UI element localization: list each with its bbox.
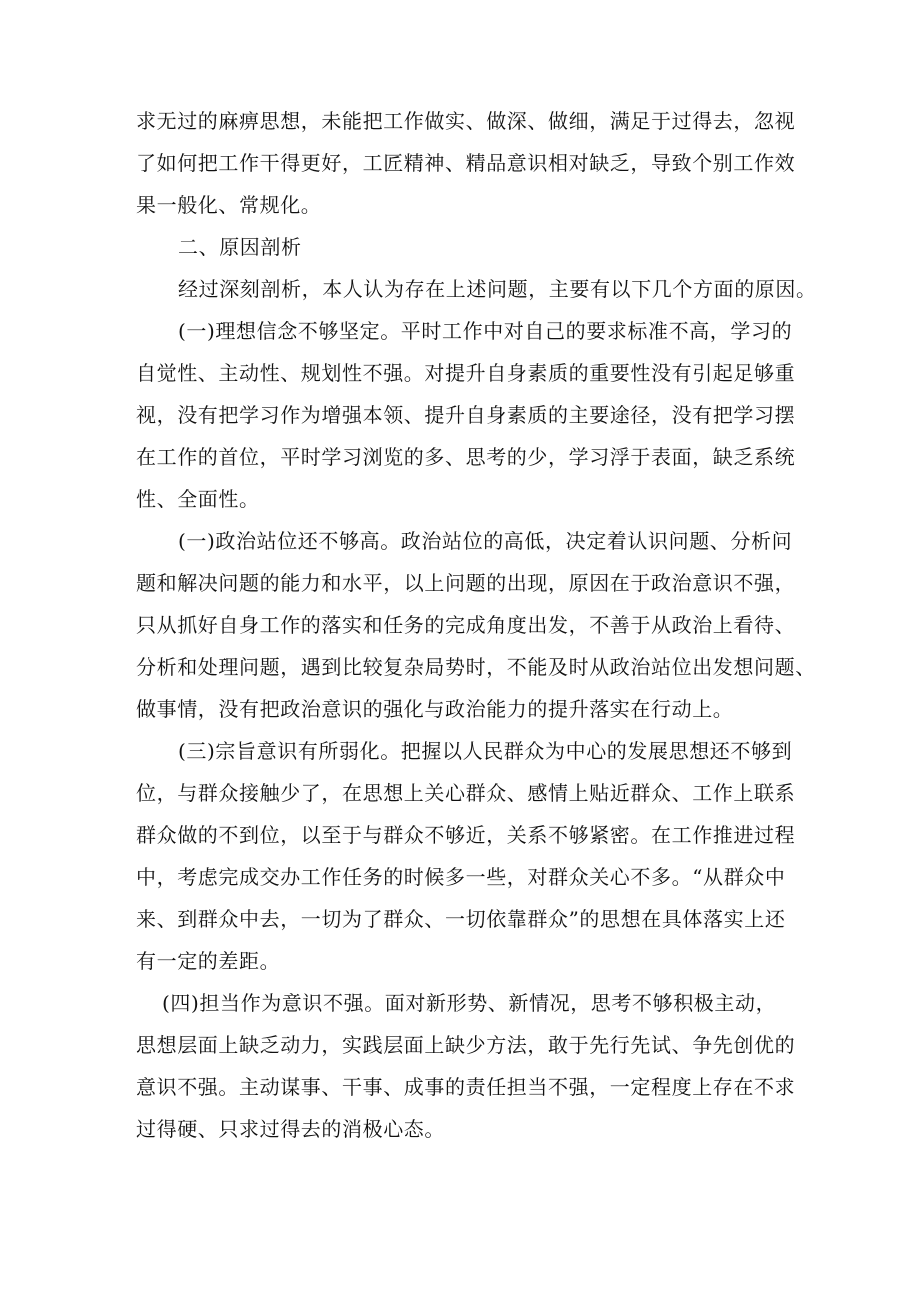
- text-line: 意识不强。主动谋事、干事、成事的责任担当不强，一定程度上存在不求: [136, 1075, 796, 1099]
- text-line: (四)担当作为意识不强。面对新形势、新情况，思考不够积极主动，: [162, 991, 777, 1015]
- text-line: 经过深刻剖析，本人认为存在上述问题，主要有以下几个方面的原因。: [178, 277, 817, 301]
- text-line: 果一般化、常规化。: [136, 193, 322, 217]
- text-line: 做事情，没有把政治意识的强化与政治能力的提升落实在行动上。: [136, 697, 734, 721]
- text-line: 过得硬、只求过得去的消极心态。: [136, 1117, 445, 1141]
- text-line: 在工作的首位，平时学习浏览的多、思考的少，学习浮于表面，缺乏系统: [136, 445, 796, 469]
- text-line: 群众做的不到位，以至于与群众不够近，关系不够紧密。在工作推进过程: [136, 823, 796, 847]
- text-line: 性、全面性。: [136, 487, 260, 511]
- text-line: 自觉性、主动性、规划性不强。对提升自身素质的重要性没有引起足够重: [136, 361, 796, 385]
- text-line: 来、到群众中去，一切为了群众、一切依靠群众”的思想在具体落实上还: [136, 907, 786, 931]
- text-line: 中，考虑完成交办工作任务的时候多一些，对群众关心不多。“从群众中: [136, 865, 786, 889]
- text-line: 有一定的差距。: [136, 949, 281, 973]
- text-line: 求无过的麻痹思想，未能把工作做实、做深、做细，满足于过得去，忽视: [136, 109, 796, 133]
- section-heading: 二、原因剖析: [178, 235, 302, 259]
- text-line: 思想层面上缺乏动力，实践层面上缺少方法，敢于先行先试、争先创优的: [136, 1033, 796, 1057]
- text-line: 了如何把工作干得更好，工匠精神、精品意识相对缺乏，导致个别工作效: [136, 151, 796, 175]
- text-line: 只从抓好自身工作的落实和任务的完成角度出发，不善于从政治上看待、: [136, 613, 796, 637]
- text-line: (三)宗旨意识有所弱化。把握以人民群众为中心的发展思想还不够到: [178, 739, 793, 763]
- text-line: (一)理想信念不够坚定。平时工作中对自己的要求标准不高，学习的: [178, 319, 793, 343]
- text-line: 题和解决问题的能力和水平，以上问题的出现，原因在于政治意识不强，: [136, 571, 796, 595]
- text-line: 分析和处理问题，遇到比较复杂局势时，不能及时从政治站位出发想问题、: [136, 655, 816, 679]
- text-line: (一)政治站位还不够高。政治站位的高低，决定着认识问题、分析问: [178, 529, 793, 553]
- text-line: 位，与群众接触少了，在思想上关心群众、感情上贴近群众、工作上联系: [136, 781, 796, 805]
- text-line: 视，没有把学习作为增强本领、提升自身素质的主要途径，没有把学习摆: [136, 403, 796, 427]
